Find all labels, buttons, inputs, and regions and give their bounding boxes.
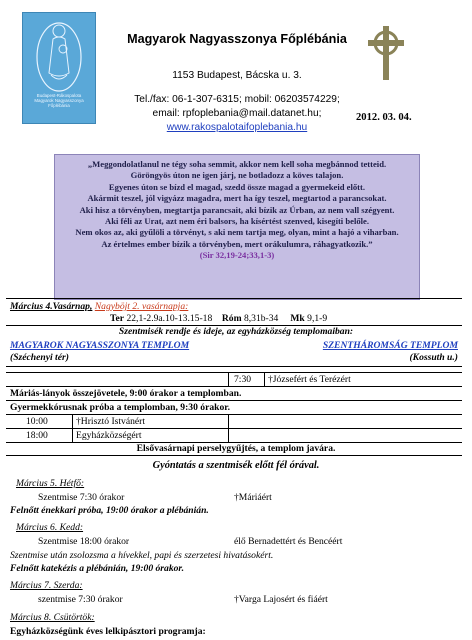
- divider: [6, 428, 462, 429]
- quote-line: Akármit teszel, jól vigyázz magadra, mert ha így teszel, megtartod a parancsokat.: [87, 193, 387, 204]
- mass-schedule-heading: Szentmisék rendje és ideje, az egyházközség templomaiban:: [118, 326, 354, 337]
- sunday-name: Nagyböjt 2. vasárnapja:: [94, 301, 189, 312]
- day-mass: Szentmise 18:00 órakor: [38, 536, 130, 547]
- logo-caption: [25, 93, 93, 109]
- church1-name: MAGYAROK NAGYASSZONYA TEMPLOM: [10, 340, 190, 351]
- address: 1153 Budapest, Bácska u. 3.: [172, 70, 302, 81]
- day-intention: †Varga Lajosért és fiáért: [234, 594, 328, 605]
- divider: [6, 366, 462, 367]
- quote-line: Az értelmes ember bízik a törvényben, mert orákulumra, ráhagyatkozik.”: [101, 238, 373, 249]
- divider: [6, 455, 462, 456]
- mass-time: 7:30: [234, 374, 252, 385]
- divider: [6, 372, 462, 373]
- website-link[interactable]: www.rakospalotaifoplebania.hu: [166, 122, 308, 133]
- day-intention: †Máriáért: [234, 492, 272, 503]
- day-mass: szentmise 7:30 órakor: [38, 594, 123, 605]
- reading-mk-ref: 9,1-9: [307, 313, 328, 324]
- marias-announcement: Máriás-lányok összejövetele, 9:00 órakor a templomban.: [10, 388, 242, 399]
- church2-name: SZENTHÁROMSÁG TEMPLOM: [322, 340, 458, 351]
- collection-announcement: Elsővasárnapi perselygyűjtés, a templom javára.: [136, 443, 336, 454]
- logo-line-3: Főplébánia: [48, 103, 70, 109]
- quote-reference: (Sir 32,19-24;33,1-3): [199, 250, 275, 261]
- day-label: Március 5. Hétfő:: [16, 478, 85, 489]
- email: email: rpfoplebania@mail.datanet.hu;: [152, 108, 322, 119]
- reading-ter-ref: 22,1-2.9a.10-13.15-18: [126, 313, 213, 324]
- phone: Tel./fax: 06-1-307-6315; mobil: 06203574229;: [134, 94, 340, 105]
- scripture-quote-box: [54, 154, 420, 300]
- logo-line-2: Magyarok Nagyasszonya: [34, 98, 84, 104]
- divider: [6, 298, 462, 299]
- table-divider: [264, 372, 265, 386]
- quote-line: Egyenes úton se bízd el magad, szedd össze magad a gyermekeid előtt.: [108, 181, 366, 192]
- day-mass: Szentmise 7:30 órakor: [38, 492, 125, 503]
- mass-intention: †Hrisztó Istvánért: [76, 416, 146, 427]
- divider: [6, 400, 462, 401]
- church1-location: (Széchenyi tér): [10, 352, 69, 363]
- choir-announcement: Gyermekkórusnak próba a templomban, 9:30 órakor.: [10, 402, 231, 413]
- reading-rom-label: Róm: [221, 313, 242, 324]
- mass-time: 18:00: [26, 430, 48, 441]
- day-note: Egyházközségünk éves lelkipásztori programja:: [10, 626, 206, 637]
- divider: [6, 386, 462, 387]
- bulletin-date: 2012. 03. 04.: [356, 112, 412, 123]
- quote-line: Aki féli az Urat, azt nem éri balsors, ha kísértést szenved, kisegíti belőle.: [105, 216, 369, 227]
- day-label: Március 6. Kedd:: [16, 522, 84, 533]
- parish-title: Magyarok Nagyasszonya Főplébánia: [127, 32, 347, 46]
- reading-mk-label: Mk: [290, 313, 305, 324]
- parish-logo: [22, 12, 96, 124]
- day-note: Felnőtt énekkari próba, 19:00 órakor a plébánián.: [10, 505, 209, 516]
- readings: [110, 313, 327, 324]
- sunday-heading: [10, 301, 188, 312]
- mass-time: 10:00: [26, 416, 48, 427]
- reading-ter-label: Ter: [110, 313, 125, 324]
- mass-intention: Egyházközségért: [76, 430, 142, 441]
- day-label: Március 8. Csütörtök:: [10, 612, 95, 623]
- divider: [6, 414, 462, 415]
- reading-rom-ref: 8,31b-34: [243, 313, 279, 324]
- logo-line-1: Budapest-Rákospalota: [36, 93, 82, 98]
- celtic-cross-icon: [365, 24, 407, 82]
- quote-line: Nem okos az, aki gyűlöli a törvényt, s aki nem tartja meg, olyan, mint a hajó a viharban.: [75, 227, 399, 238]
- quote-line: „Meggondolatlanul ne tégy soha semmit, akkor nem kell soha megbánnod tetteid.: [87, 159, 387, 169]
- mass-intention: †Józsefért és Terézért: [268, 374, 351, 385]
- day-label: Március 7. Szerda:: [10, 580, 83, 591]
- day-note: Felnőtt katekézis a plébánián, 19:00 órakor.: [10, 563, 185, 574]
- quote-line: Göröngyös úton ne igen járj, ne botladozz a köves talajon.: [130, 170, 344, 181]
- church2-location: (Kossuth u.): [409, 352, 458, 363]
- quote-line: Aki hisz a törvényben, megtartja parancsait, aki bízik az Úrban, az nem vall szégyent.: [79, 204, 395, 215]
- sunday-label: Március 4.Vasárnap,: [10, 301, 93, 312]
- day-note: Szentmise után zsolozsma a hívekkel, papi és szerzetesi hivatásokért.: [10, 550, 274, 561]
- table-divider: [228, 372, 229, 386]
- confession-note: Gyóntatás a szentmisék előtt fél órával.: [152, 460, 320, 471]
- day-intention: élő Bernadettért és Bencéért: [234, 536, 343, 547]
